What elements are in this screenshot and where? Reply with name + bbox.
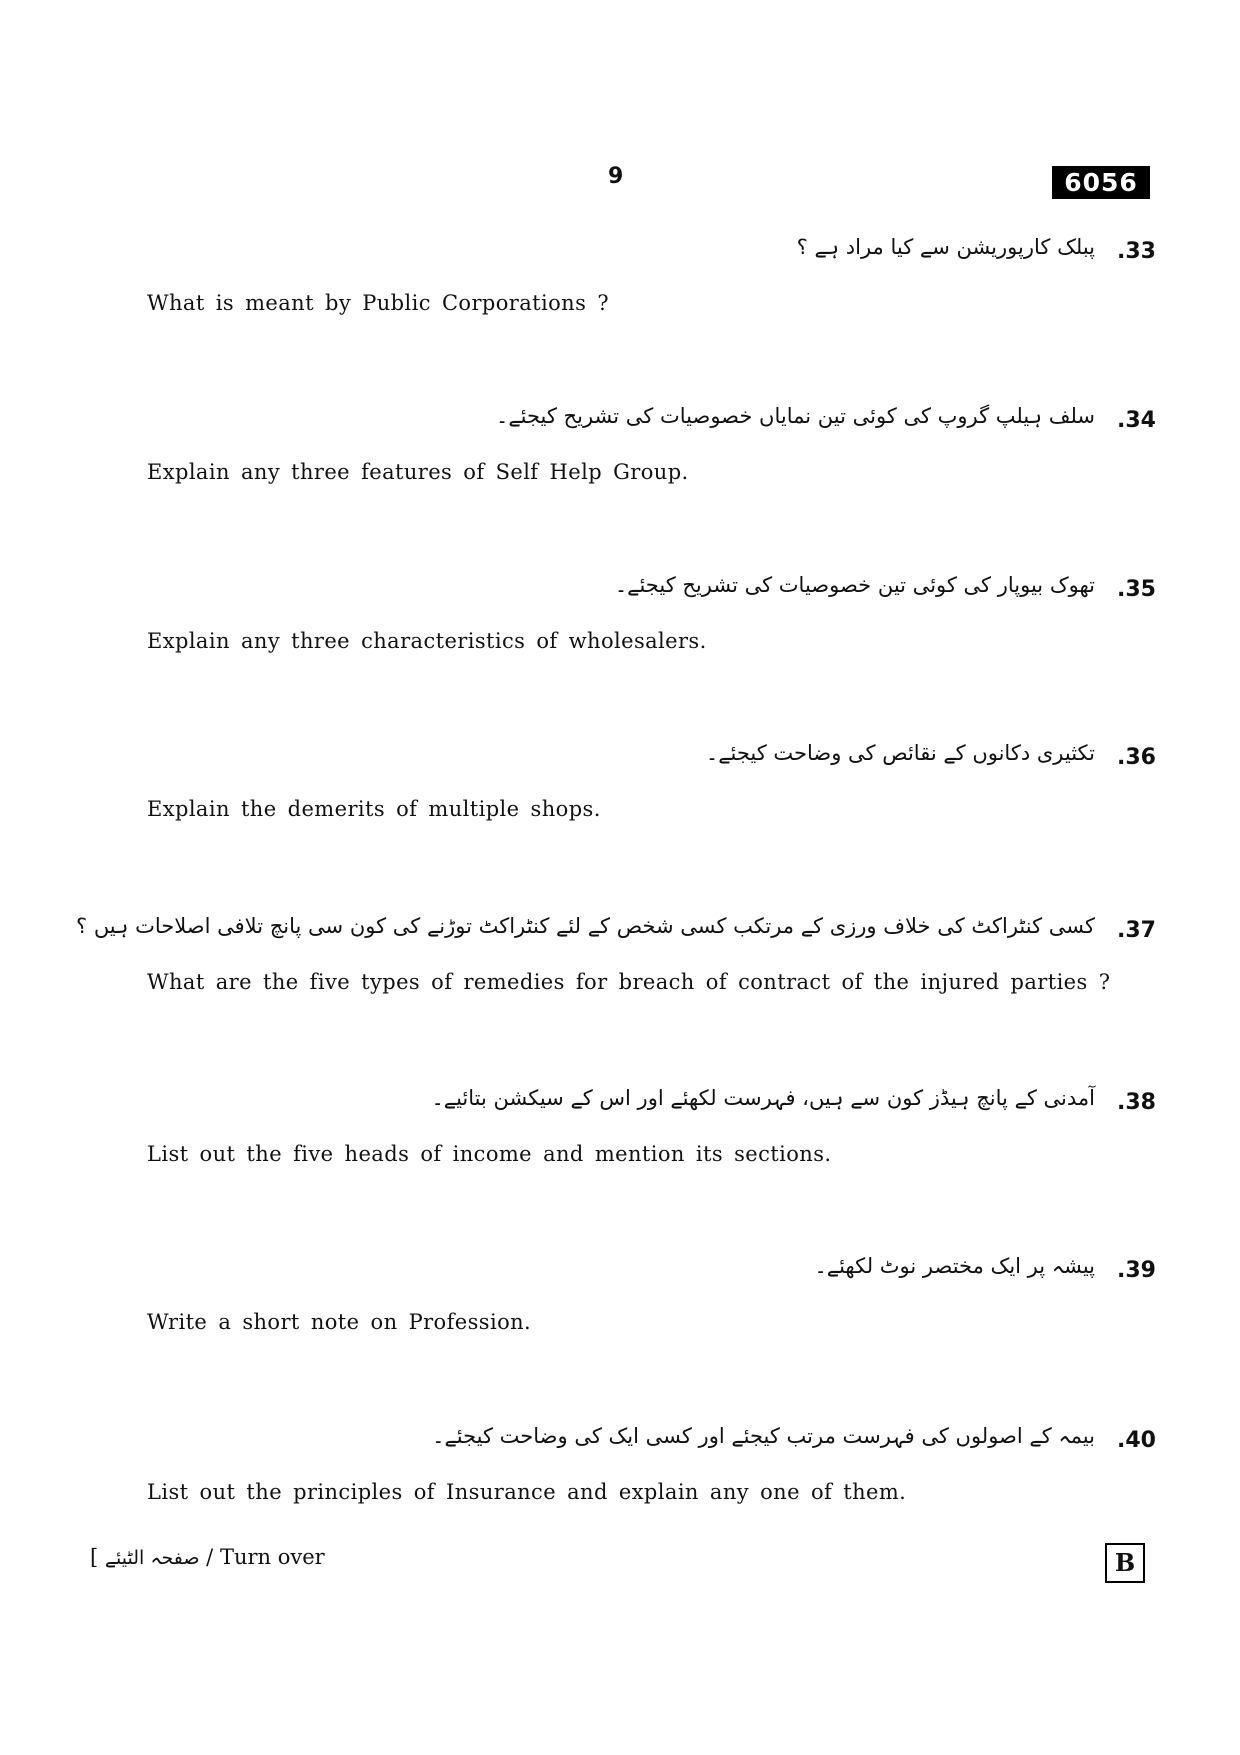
question-english: What is meant by Public Corporations ? xyxy=(147,291,609,315)
question-number: 33. xyxy=(1117,239,1156,264)
question-urdu: تکثیری دکانوں کے نقائص کی وضاحت کیجئے۔ xyxy=(705,741,1095,765)
question-number: 35. xyxy=(1117,577,1156,602)
question-number: 38. xyxy=(1117,1090,1156,1115)
question-urdu: سلف ہیلپ گروپ کی کوئی تین نمایاں خصوصیات کی تشریح کیجئے۔ xyxy=(496,404,1095,428)
question-number: 36. xyxy=(1117,745,1156,770)
question-english: Explain the demerits of multiple shops. xyxy=(147,797,601,821)
question-urdu: تھوک بیوپار کی کوئی تین خصوصیات کی تشریح کیجئے۔ xyxy=(614,573,1095,597)
question-40 xyxy=(0,1424,1240,1538)
question-number: 34. xyxy=(1117,408,1156,433)
question-number: 39. xyxy=(1117,1258,1156,1283)
booklet-code-box: B xyxy=(1105,1543,1145,1583)
separator: / xyxy=(206,1545,214,1569)
question-38 xyxy=(0,1086,1240,1200)
question-urdu: کسی کنٹراکٹ کی خلاف ورزی کے مرتکب کسی شخص کے لئے کنٹراکٹ توڑنے کی کون سی پانچ تلافی اصلاحات ہیں ؟ xyxy=(76,914,1095,938)
question-33 xyxy=(0,235,1240,349)
question-english: List out the principles of Insurance and explain any one of them. xyxy=(147,1480,907,1504)
turn-over-urdu: صفحہ الٹیئے xyxy=(104,1547,200,1569)
bracket: [ xyxy=(90,1545,99,1569)
paper-code-badge: 6056 xyxy=(1052,166,1150,199)
question-english: What are the five types of remedies for breach of contract of the injured parties ? xyxy=(147,970,1111,994)
question-english: Write a short note on Profession. xyxy=(147,1310,532,1334)
question-34 xyxy=(0,404,1240,518)
question-english: Explain any three features of Self Help Group. xyxy=(147,460,689,484)
question-urdu: پیشہ پر ایک مختصر نوٹ لکھئے۔ xyxy=(814,1254,1095,1278)
question-35 xyxy=(0,573,1240,687)
question-urdu: بیمہ کے اصولوں کی فہرست مرتب کیجئے اور کسی ایک کی وضاحت کیجئے۔ xyxy=(432,1424,1095,1448)
question-english: Explain any three characteristics of wholesalers. xyxy=(147,629,707,653)
question-urdu: آمدنی کے پانچ ہیڈز کون سے ہیں، فہرست لکھئے اور اس کے سیکشن بتائیے۔ xyxy=(431,1086,1095,1110)
question-number: 37. xyxy=(1117,918,1156,943)
question-english: List out the five heads of income and mention its sections. xyxy=(147,1142,832,1166)
question-urdu: پبلک کارپوریشن سے کیا مراد ہے ؟ xyxy=(796,235,1095,259)
turn-over-note xyxy=(90,1545,325,1569)
page-number: 9 xyxy=(608,164,624,189)
question-39 xyxy=(0,1254,1240,1368)
question-37 xyxy=(0,914,1240,1028)
question-number: 40. xyxy=(1117,1428,1156,1453)
question-36 xyxy=(0,741,1240,855)
turn-over-english: Turn over xyxy=(219,1545,325,1569)
